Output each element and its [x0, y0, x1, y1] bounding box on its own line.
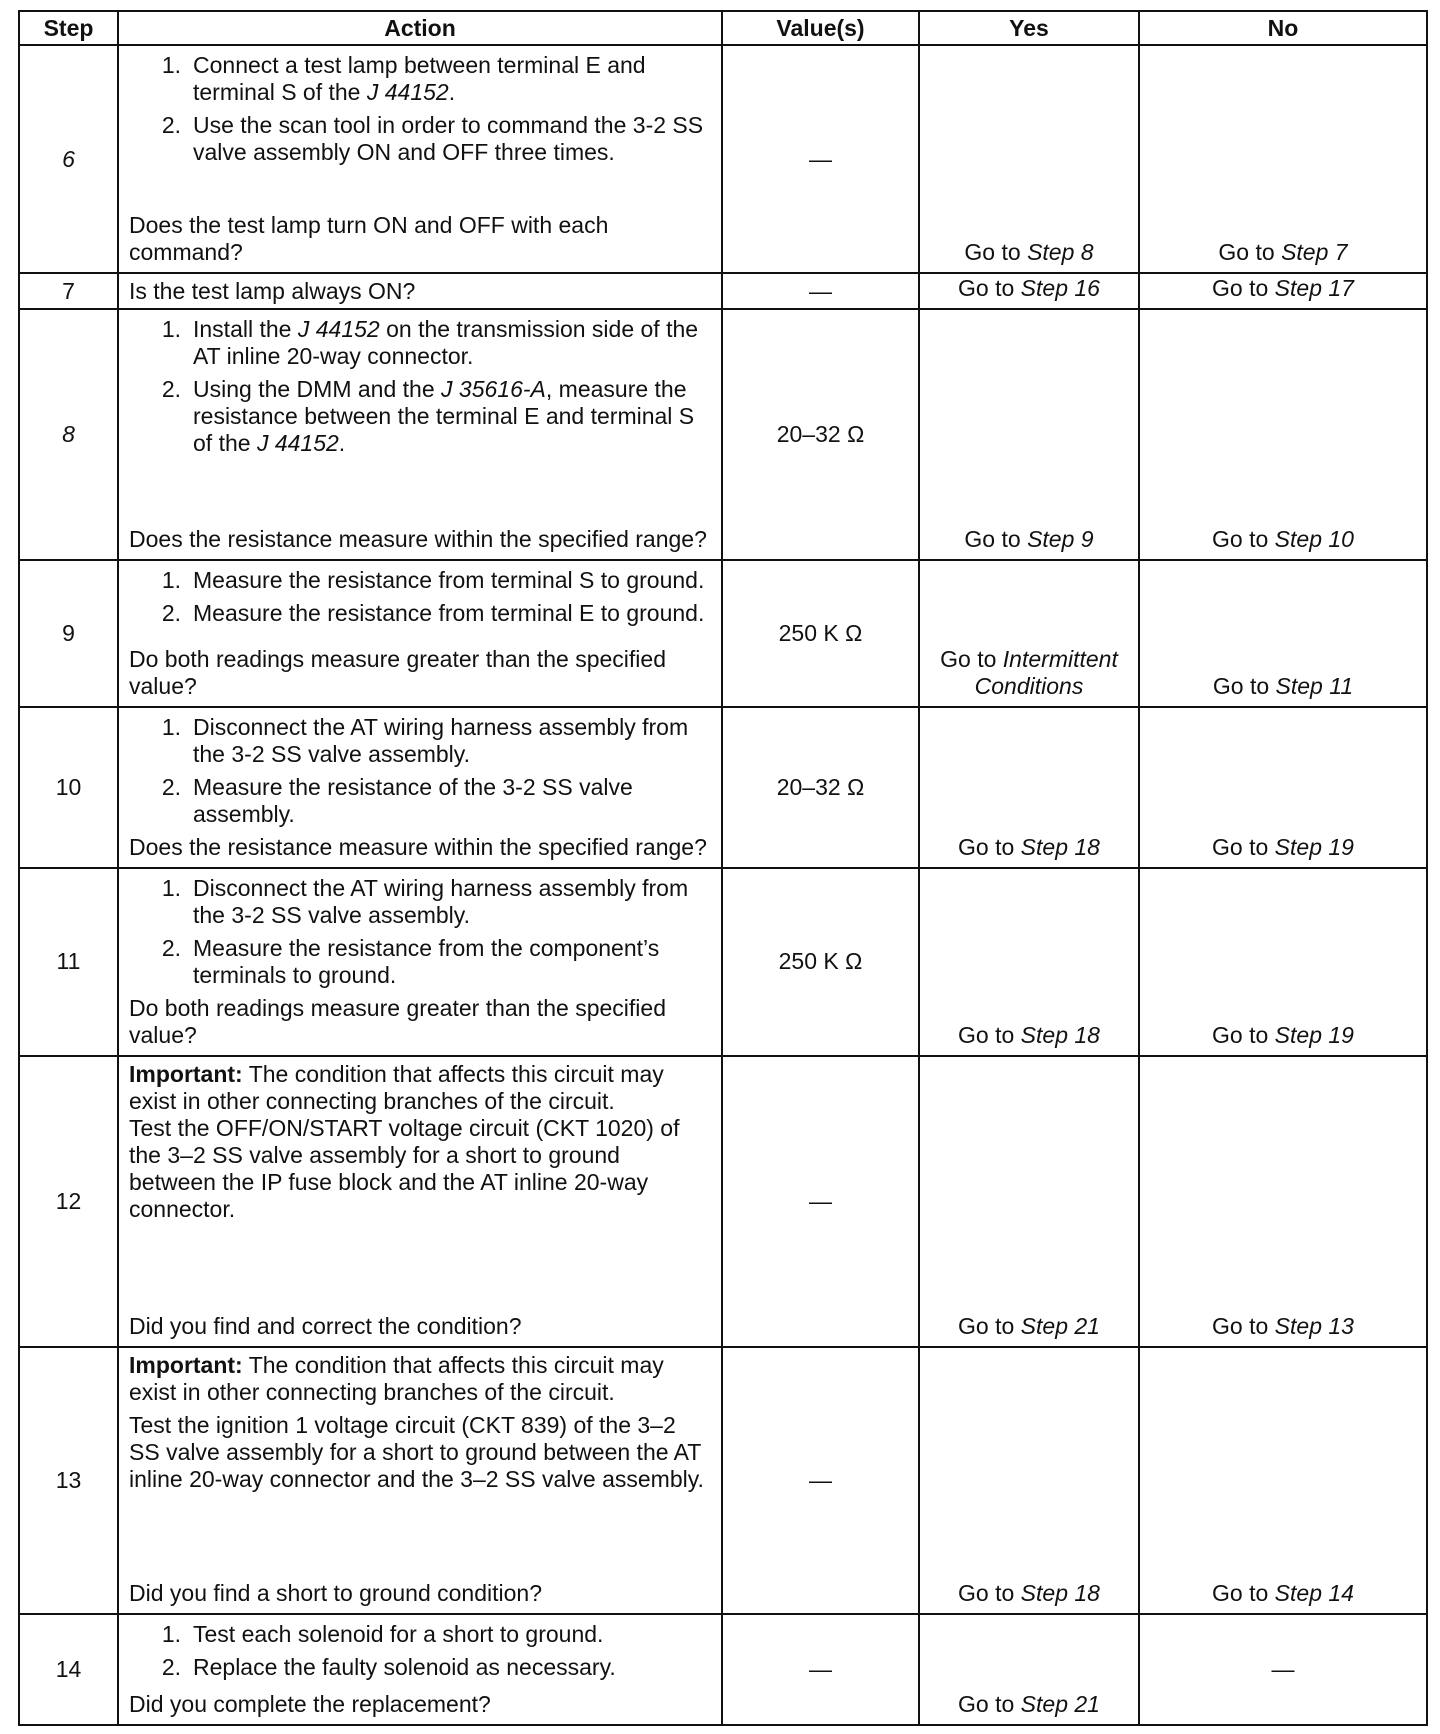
action-question: Did you find and correct the condition?	[129, 1313, 522, 1340]
action-question: Is the test lamp always ON?	[129, 277, 416, 304]
action-text: Measure the resistance of the 3-2 SS valve assembly.	[193, 774, 633, 828]
action-cell	[118, 45, 722, 273]
header-values: Value(s)	[722, 11, 919, 45]
table-row	[19, 45, 1427, 273]
no-value: —	[1139, 1614, 1427, 1725]
action-cell	[118, 560, 722, 707]
step-number: 10	[19, 707, 118, 868]
action-cell	[118, 1347, 722, 1614]
action-step	[129, 52, 711, 106]
value-cell: 20–32 Ω	[722, 309, 919, 561]
step-index: 1.	[161, 52, 181, 78]
action-question: Do both readings measure greater than the specified value?	[129, 994, 666, 1048]
step-index: 1.	[161, 714, 181, 741]
action-text: .	[338, 429, 346, 456]
step-number: 9	[19, 560, 118, 707]
step-index: 2.	[161, 1654, 181, 1681]
action-text: Measure the resistance from terminal E to ground.	[193, 600, 705, 627]
step-index: 1.	[161, 875, 181, 902]
yes-link[interactable]: Go to Intermittent Conditions	[919, 560, 1139, 707]
action-cell	[118, 1056, 722, 1348]
action-step	[129, 875, 711, 929]
step-index: 2.	[161, 774, 181, 801]
no-link[interactable]: Go to Step 17	[1139, 273, 1427, 308]
step-number: 7	[19, 273, 118, 308]
table-row	[19, 1614, 1427, 1725]
action-steps	[129, 873, 711, 991]
action-text: .	[448, 79, 456, 105]
action-steps	[129, 565, 711, 629]
action-step	[129, 112, 711, 166]
no-link[interactable]: Go to Step 19	[1139, 707, 1427, 868]
action-step	[129, 774, 711, 828]
yes-link[interactable]: Go to Step 8	[919, 45, 1139, 273]
action-paragraph: Test the ignition 1 voltage circuit (CKT 839) of the 3–2 SS valve assembly for a short to ground between the AT inline 20-way connector and the 3–2 SS valve assembly.	[129, 1412, 704, 1493]
action-paragraph: Test the OFF/ON/START voltage circuit (CKT 1020) of the 3–2 SS valve assembly for a short to ground between the IP fuse block and the AT inline 20-way connector.	[129, 1114, 680, 1222]
table-header-row	[19, 11, 1427, 45]
action-steps	[129, 314, 711, 463]
action-text: Using the DMM and the	[193, 375, 442, 402]
yes-link[interactable]: Go to Step 9	[919, 309, 1139, 561]
action-step	[129, 1654, 711, 1681]
header-yes: Yes	[919, 11, 1139, 45]
action-text: on the transmission side of the AT inline 20-way connector.	[193, 315, 699, 369]
table-row	[19, 707, 1427, 868]
action-step	[129, 567, 711, 594]
value-cell: —	[722, 1056, 919, 1348]
action-cell	[118, 273, 722, 308]
action-text: Disconnect the AT wiring harness assembly from the 3-2 SS valve assembly.	[193, 875, 689, 929]
step-index: 2.	[161, 600, 181, 627]
step-index: 1.	[161, 1621, 181, 1648]
step-number: 13	[19, 1347, 118, 1614]
action-cell	[118, 707, 722, 868]
diagnostic-table	[18, 10, 1428, 1726]
action-question: Does the resistance measure within the specified range?	[129, 526, 707, 553]
important-note: Important: The condition that affects this circuit may exist in other connecting branches of the circuit.	[129, 1352, 664, 1406]
yes-link[interactable]: Go to Step 18	[919, 868, 1139, 1055]
yes-link[interactable]: Go to Step 21	[919, 1056, 1139, 1348]
action-text: Disconnect the AT wiring harness assembly from the 3-2 SS valve assembly.	[193, 714, 689, 768]
important-note: Important: The condition that affects this circuit may exist in other connecting branches of the circuit.	[129, 1060, 664, 1114]
no-link[interactable]: Go to Step 11	[1139, 560, 1427, 707]
yes-link[interactable]: Go to Step 18	[919, 707, 1139, 868]
table-row	[19, 1347, 1427, 1614]
value-cell: 250 K Ω	[722, 560, 919, 707]
action-text: , measure the resistance between the terminal E and terminal S of the	[193, 375, 695, 456]
action-steps	[129, 1619, 711, 1683]
no-link[interactable]: Go to Step 7	[1139, 45, 1427, 273]
table-row	[19, 868, 1427, 1055]
no-link[interactable]: Go to Step 13	[1139, 1056, 1427, 1348]
yes-link[interactable]: Go to Step 21	[919, 1614, 1139, 1725]
step-index: 2.	[161, 375, 181, 402]
table-row	[19, 560, 1427, 707]
action-text: Measure the resistance from terminal S to ground.	[193, 567, 705, 594]
action-step	[129, 714, 711, 768]
action-text: Connect a test lamp between terminal E and terminal S of the	[193, 52, 646, 105]
step-number: 6	[19, 45, 118, 273]
value-cell: —	[722, 1347, 919, 1614]
action-step	[129, 600, 711, 627]
value-cell: 20–32 Ω	[722, 707, 919, 868]
action-text: Test each solenoid for a short to ground.	[193, 1621, 604, 1648]
header-step: Step	[19, 11, 118, 45]
no-link[interactable]: Go to Step 19	[1139, 868, 1427, 1055]
yes-link[interactable]: Go to Step 16	[919, 273, 1139, 308]
step-number: 8	[19, 309, 118, 561]
no-link[interactable]: Go to Step 10	[1139, 309, 1427, 561]
action-step	[129, 376, 711, 457]
tool-ref: J 44152	[297, 315, 380, 342]
yes-link[interactable]: Go to Step 18	[919, 1347, 1139, 1614]
value-cell: —	[722, 1614, 919, 1725]
action-step	[129, 935, 711, 989]
value-cell: 250 K Ω	[722, 868, 919, 1055]
action-text: Use the scan tool in order to command the 3-2 SS valve assembly ON and OFF three times.	[193, 112, 704, 165]
table-row	[19, 309, 1427, 561]
action-text: Replace the faulty solenoid as necessary.	[193, 1654, 616, 1681]
step-index: 2.	[161, 935, 181, 962]
tool-ref: J 44152	[366, 79, 449, 105]
action-question: Did you complete the replacement?	[129, 1691, 491, 1717]
step-number: 12	[19, 1056, 118, 1348]
action-question: Does the resistance measure within the specified range?	[129, 834, 707, 861]
step-number: 11	[19, 868, 118, 1055]
value-cell: —	[722, 45, 919, 273]
action-text: Install the	[193, 315, 298, 342]
table-row	[19, 273, 1427, 308]
no-link[interactable]: Go to Step 14	[1139, 1347, 1427, 1614]
action-steps	[129, 50, 711, 172]
header-no: No	[1139, 11, 1427, 45]
action-cell	[118, 1614, 722, 1725]
table-row	[19, 1056, 1427, 1348]
tool-ref: J 35616-A	[441, 375, 546, 402]
step-index: 2.	[161, 112, 181, 138]
action-cell	[118, 309, 722, 561]
action-step	[129, 316, 711, 370]
action-question: Do both readings measure greater than the specified value?	[129, 646, 666, 700]
action-question: Did you find a short to ground condition?	[129, 1580, 542, 1607]
action-steps	[129, 712, 711, 830]
action-cell	[118, 868, 722, 1055]
step-index: 1.	[161, 315, 181, 342]
step-number: 14	[19, 1614, 118, 1725]
tool-ref: J 44152	[256, 429, 339, 456]
action-step	[129, 1621, 711, 1648]
action-question: Does the test lamp turn ON and OFF with each command?	[129, 212, 609, 266]
value-cell: —	[722, 273, 919, 308]
step-index: 1.	[161, 567, 181, 594]
action-text: Measure the resistance from the component’s terminals to ground.	[193, 935, 660, 989]
header-action: Action	[118, 11, 722, 45]
